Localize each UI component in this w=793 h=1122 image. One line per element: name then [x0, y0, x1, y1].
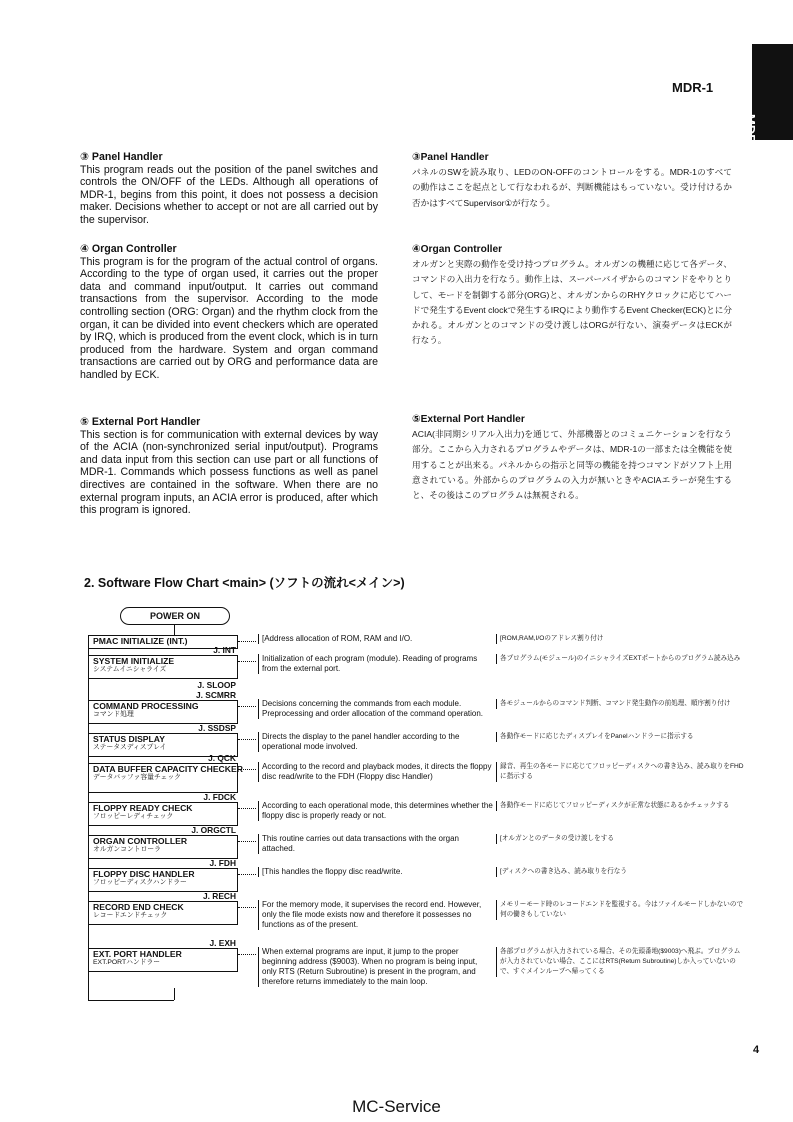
flow-chart-title: 2. Software Flow Chart <main> (ソフトの流れ<メイン>) [84, 576, 405, 590]
header-model: MDR-1 [672, 80, 714, 95]
step-jump-label: J. INT [213, 645, 236, 655]
flow-step-box [88, 763, 243, 793]
flow-step-box [88, 835, 238, 859]
step-jump-label: J. SCMRR [195, 690, 236, 700]
power-on-terminal: POWER ON [120, 607, 230, 625]
flow-step-label: FLOPPY READY CHECK [93, 803, 193, 813]
side-tab-label: MDR-1 [743, 114, 758, 156]
leader-line [238, 841, 256, 842]
step-jump-label: J. FDCK [203, 792, 236, 802]
flow-step-box [88, 868, 238, 892]
step-jump-label: J. EXH [209, 938, 236, 948]
page-number: 4 [753, 1044, 760, 1056]
flow-step-jp-description: [ROM,RAM,I/Oのアドレス割り付け [496, 634, 746, 644]
flow-step-description: This routine carries out data transactions with the organ attached. [258, 834, 494, 854]
section-body: オルガンと実際の動作を受け持つプログラム。オルガンの機種に応じて各データ、コマンドの入出力を行なう。動作上は、スーパーバイザからのコマンドをやりとりして、モードを制御する部分(ORG)と、オルガンからのRHYクロックに応じてハードで発生するEvent clockで発生するIRQにより動作するEvent Checker(ECK)とに分かれる。オルガンとのコマンドの受け渡しはORGが行ない、演奏データはECKが行なう。 [412, 259, 732, 346]
section-organ-controller-jp [412, 242, 732, 348]
flow-step-label: COMMAND PROCESSING [93, 701, 199, 711]
section-body: This program is for the program of the actual control of organs. According to the type of organ used, it carries out the proper data and command input/output. It carries out command transactions from the supervisor. According to the mode controlling section (ORG: Organ) and the rhythm clock from the organ, it can be divided into event checkers which are operated by IRQ, which is produced from the event clock, which is in turn produced from the hardware. System and organ command transactions are carried out by ORG and performance data are handled by ECK. [80, 255, 378, 381]
flow-step-description: [Address allocation of ROM, RAM and I/O. [258, 634, 494, 644]
flow-step-jp-description: 録音、再生の各モードに応じてフロッピーディスクへの書き込み、読み取りをFHDに指示する [496, 762, 746, 782]
section-organ-controller-en [80, 243, 378, 382]
flow-step-label: STATUS DISPLAY [93, 734, 165, 744]
connector [174, 625, 175, 635]
flow-step-label: PMAC INITIALIZE (INT.) [93, 636, 188, 646]
flow-step-jp-label: フロッピーディスクハンドラー [93, 879, 187, 886]
step-jump-label: J. SLOOP [197, 680, 236, 690]
flow-step-box [88, 700, 238, 724]
flow-step-jp-label: EXT.PORTハンドラー [93, 959, 161, 966]
leader-line [238, 706, 256, 707]
flow-step-box [88, 802, 238, 826]
flow-step-jp-description: 各プログラム(モジュール)のイニシャライズEXTポートからのプログラム読み込み [496, 654, 746, 664]
section-title: ④Organ Controller [412, 244, 503, 255]
leader-line [238, 769, 256, 770]
flow-step-jp-label: コマンド処理 [93, 711, 134, 718]
flow-step-jp-label: オルガンコントローラ [93, 846, 161, 853]
section-external-port-handler-en [80, 416, 378, 517]
leader-line [238, 954, 256, 955]
section-panel-handler-jp [412, 150, 732, 211]
leader-line [238, 808, 256, 809]
flow-step-jp-description: 各部プログラムが入力されている場合、その先頭番地($9003)へ飛ぶ。プログラムが入力されていない場合、ここにはRTS(Return Subroutine)しか入っていないので、すぐメインループへ帰ってくる [496, 947, 746, 977]
leader-line [238, 661, 256, 662]
flow-step-jp-description: 各動作モードに応じたディスプレイをPanelハンドラーに指示する [496, 732, 746, 742]
leader-line [238, 874, 256, 875]
flow-step-box [88, 655, 238, 679]
leader-line [238, 739, 256, 740]
flow-step-jp-label: ステータスディスプレイ [93, 744, 167, 751]
flow-step-jp-label: フロッピーレディチェック [93, 813, 174, 820]
flow-step-jp-description: メモリーモード時のレコードエンドを監視する。今はファイルモードしかないので何の働きもしていない [496, 900, 746, 920]
flow-step-description: [This handles the floppy disc read/write. [258, 867, 494, 877]
flow-step-jp-label: システムイニシャライズ [93, 666, 167, 673]
flow-step-label: ORGAN CONTROLLER [93, 836, 188, 846]
flow-step-label: SYSTEM INITIALIZE [93, 656, 175, 666]
section-title: ③Panel Handler [412, 152, 489, 163]
flow-step-description: For the memory mode, it supervises the record end. However, only the file mode exists now and therefore it possesses no functions as of the present. [258, 900, 494, 930]
flow-step-jp-description: [オルガンとのデータの受け渡しをする [496, 834, 746, 844]
step-jump-label: J. QCK [208, 753, 236, 763]
flow-step-description: According to the record and playback modes, it directs the floppy disc read/write to the FDH (Floppy disc Handler) [258, 762, 494, 782]
step-jump-label: J. RECH [202, 891, 236, 901]
flow-step-label: FLOPPY DISC HANDLER [93, 869, 195, 879]
loop-line [174, 988, 175, 1000]
section-body: パネルのSWを読み取り、LEDのON-OFFのコントロールをする。MDR-1のすべての動作はここを起点として行なわれるが、判断機能はもっていない。受け付けるか否かはすべてSupervisor①が行なう。 [412, 167, 732, 208]
section-title: ⑤External Port Handler [412, 414, 525, 425]
step-jump-label: J. SSDSP [198, 723, 236, 733]
step-jump-label: J. ORGCTL [191, 825, 236, 835]
flow-step-box [88, 901, 238, 925]
flow-step-jp-description: [ディスクへの書き込み、読み取りを行なう [496, 867, 746, 877]
section-external-port-handler-jp [412, 412, 732, 503]
section-body: This section is for communication with external devices by way of the ACIA (non-synchronized serial input/output). Programs and data input from this section can use part or all functions of MDR-1. Commands which possess functions as well as panel directives are contained in the software. When there are no external program inputs, an ACIA error is produced, after which this program is ignored. [80, 428, 378, 517]
section-body: ACIA(非同期シリアル入出力)を通じて、外部機器とのコミュニケーションを行なう部分。ここから入力されるプログラムやデータは、MDR-1の一部または全機能を使用することが出来る。パネルからの指示と同等の機能を持つコマンドがソフト上用意されている。外部からのプログラムの入力が無いときやACIAエラーが発生すると、その後はこのプログラムは無視される。 [412, 429, 732, 501]
footer-text: MC-Service [352, 1097, 441, 1116]
flow-step-box [88, 948, 238, 972]
section-title: ③ Panel Handler [80, 151, 163, 163]
flow-step-label: DATA BUFFER CAPACITY CHECKER [93, 764, 243, 774]
flow-step-jp-label: データバッファ容量チェック [93, 774, 181, 781]
section-body: This program reads out the position of the panel switches and controls the ON/OFF of the LEDs. Although all operations of MDR-1, begins from this point, it does not possess a decision maker. Decisions whether to accept or not are all carried out by the supervisor. [80, 163, 378, 226]
flow-step-description: When external programs are input, it jump to the proper beginning address ($9003). When no program is being input, only RTS (Return Subroutine) is present in the program, and therefore returns immediately to the main loop. [258, 947, 494, 987]
flow-step-label: EXT. PORT HANDLER [93, 949, 182, 959]
step-jump-label: J. FDH [209, 858, 236, 868]
flow-step-jp-description: 各動作モードに応じてフロッピーディスクが正常な状態にあるかチェックする [496, 801, 746, 811]
leader-line [238, 641, 256, 642]
leader-line [238, 907, 256, 908]
flow-step-jp-label: レコードエンドチェック [93, 912, 168, 919]
section-title: ④ Organ Controller [80, 243, 177, 255]
side-tab [743, 44, 793, 156]
flow-step-jp-description: 各モジュールからのコマンド判断、コマンド発生動作の前処理、順序割り付け [496, 699, 746, 709]
section-panel-handler-en [80, 151, 378, 227]
flow-step-description: Directs the display to the panel handler according to the operational mode involved. [258, 732, 494, 752]
flow-step-label: RECORD END CHECK [93, 902, 184, 912]
loop-line [88, 1000, 174, 1001]
section-title: ⑤ External Port Handler [80, 416, 201, 428]
flow-step-description: Initialization of each program (module). Reading of programs from the external port. [258, 654, 494, 674]
flow-step-description: According to each operational mode, this determines whether the floppy disc is properly ready or not. [258, 801, 494, 821]
flow-step-description: Decisions concerning the commands from each module. Preprocessing and order allocation of the command operation. [258, 699, 494, 719]
flow-chart [84, 605, 744, 1035]
